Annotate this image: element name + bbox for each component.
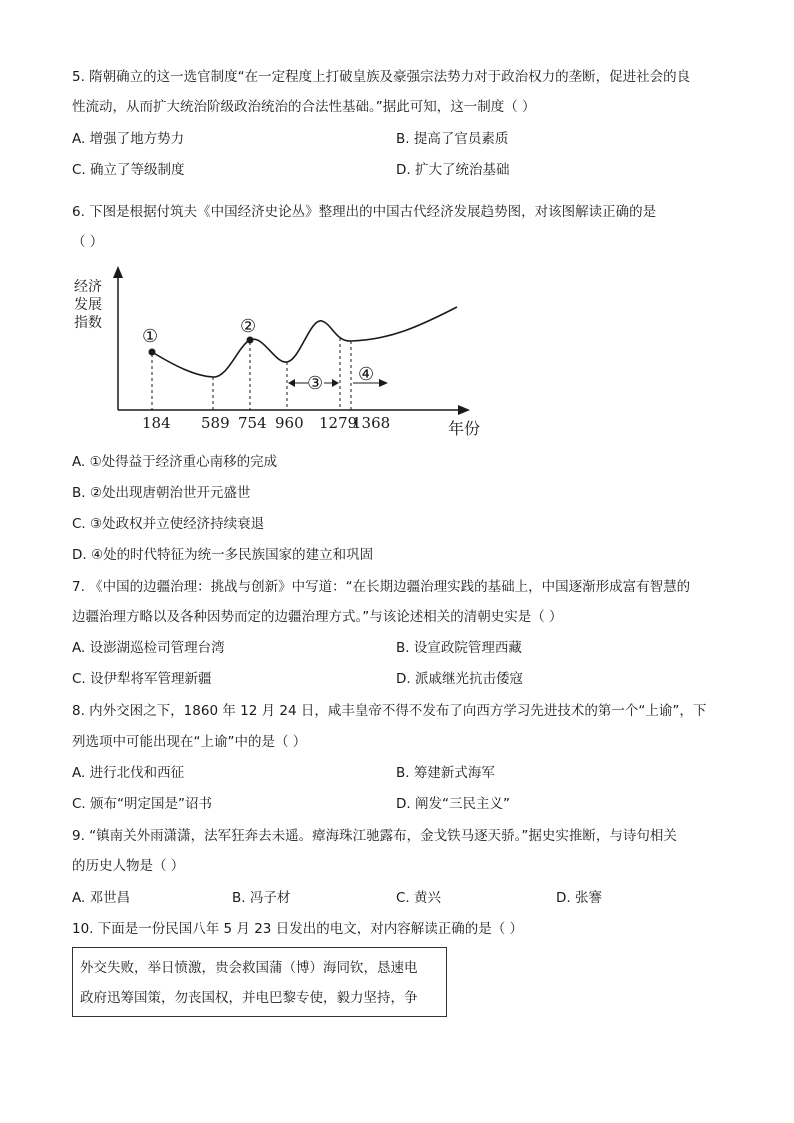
q6-stem-line1: 6. 下图是根据付筑夫《中国经济史论丛》整理出的中国古代经济发展趋势图，对该图解读正确的是 [72,204,657,220]
x-label: 年份 [448,419,481,438]
y-axis-arrow [113,266,123,278]
q6-stem-line2: （ ） [72,234,104,250]
range4-arrow [379,379,388,387]
q8-option-d[interactable]: D. 阐发“三民主义” [396,796,510,812]
q8-option-b[interactable]: B. 筹建新式海军 [396,765,495,781]
economic-trend-chart [70,262,500,440]
q7-option-a[interactable]: A. 设澎湖巡检司管理台湾 [72,640,225,656]
marker-4: ④ [358,364,375,385]
q8-option-c[interactable]: C. 颁布“明定国是”诏书 [72,796,212,812]
q9-option-d[interactable]: D. 张謇 [556,890,602,906]
tick-1279: 1279 [319,414,358,432]
telegram-quote-box [72,947,447,1017]
q9-stem-line1: 9. “镇南关外雨潇潇，法军狂奔去未遥。瘴海珠江驰露布，金戈铁马逐天骄。”据史实推断，与诗句相关 [72,828,677,844]
q9-option-b[interactable]: B. 冯子材 [232,890,291,906]
q5-option-d[interactable]: D. 扩大了统治基础 [396,162,510,178]
q7-stem-line2: 边疆治理方略以及各种因势而定的边疆治理方式。”与该论述相关的清朝史实是（ ） [72,609,563,625]
telegram-line2: 政府迅筹国策，勿丧国权，并电巴黎专使，毅力坚持，争 [80,990,418,1006]
q8-stem-line1: 8. 内外交困之下，1860 年 12 月 24 日，咸丰皇帝不得不发布了向西方学习先进技术的第一个“上谕”，下 [72,703,707,719]
q6-option-a[interactable]: A. ①处得益于经济重心南移的完成 [72,454,278,470]
range3-right-arrow [332,379,339,387]
q7-stem-line1: 7. 《中国的边疆治理：挑战与创新》中写道：“在长期边疆治理实践的基础上，中国逐渐形成富有智慧的 [72,579,691,595]
q10-stem: 10. 下面是一份民国八年 5 月 23 日发出的电文，对内容解读正确的是（ ） [72,921,523,937]
x-axis-arrow [458,405,470,415]
q5-option-c[interactable]: C. 确立了等级制度 [72,162,185,178]
trend-curve [152,307,457,377]
q6-option-c[interactable]: C. ③处政权并立使经济持续衰退 [72,516,265,532]
q5-stem-line2: 性流动，从而扩大统治阶级政治统治的合法性基础。”据此可知，这一制度（ ） [72,99,536,115]
q7-option-b[interactable]: B. 设宣政院管理西藏 [396,640,522,656]
tick-754: 754 [238,414,267,432]
y-label-2: 发展 [74,297,102,313]
y-label-3: 指数 [74,315,102,331]
marker-2: ② [240,316,257,337]
y-label-1: 经济 [74,279,102,295]
q5-stem-line1: 5. 隋朝确立的这一选官制度“在一定程度上打破皇族及豪强宗法势力对于政治权力的垄断，促进社会的良 [72,69,691,85]
q9-option-a[interactable]: A. 邓世昌 [72,890,131,906]
q8-option-a[interactable]: A. 进行北伐和西征 [72,765,185,781]
q5-option-b[interactable]: B. 提高了官员素质 [396,131,509,147]
tick-184: 184 [142,414,171,432]
marker-1: ① [142,326,159,347]
q9-stem-line2: 的历史人物是（ ） [72,858,185,874]
q8-stem-line2: 列选项中可能出现在“上谕”中的是（ ） [72,734,307,750]
economic-trend-svg [70,262,500,440]
range3-left-arrow [288,379,295,387]
q6-option-d[interactable]: D. ④处的时代特征为统一多民族国家的建立和巩固 [72,547,374,563]
marker-3: ③ [307,373,324,394]
tick-960: 960 [275,414,304,432]
q9-option-c[interactable]: C. 黄兴 [396,890,442,906]
q5-option-a[interactable]: A. 增强了地方势力 [72,131,185,147]
telegram-line1: 外交失败，举日愤激，贵会救国蒲（博）海同钦，恳速电 [80,960,418,976]
q7-option-c[interactable]: C. 设伊犁将军管理新疆 [72,671,212,687]
q6-option-b[interactable]: B. ②处出现唐朝治世开元盛世 [72,485,251,501]
q7-option-d[interactable]: D. 派戚继光抗击倭寇 [396,671,523,687]
tick-589: 589 [201,414,230,432]
tick-1368: 1368 [352,414,391,432]
